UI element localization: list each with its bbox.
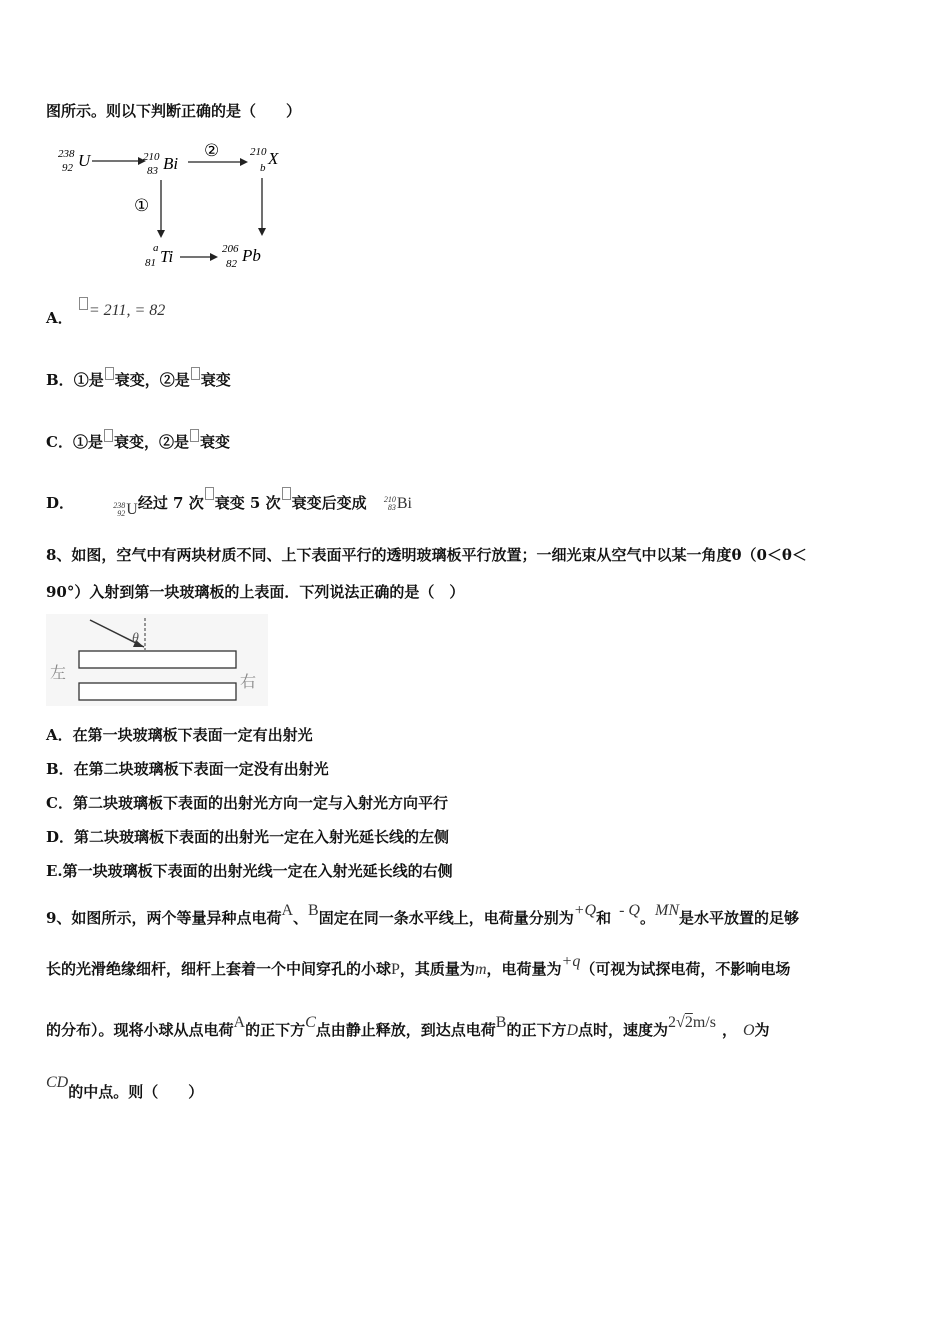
charge-b-label: B [495,1014,507,1031]
q9-text: 固定在同一条水平线上，电荷量分别为 [318,909,574,927]
placeholder-box-icon [105,367,114,380]
arrow-bi-ti-head [157,230,165,238]
x-symbol: X [268,149,279,168]
option-b-text-2: 衰变，②是 [114,371,190,389]
q9-line-1 [46,902,800,931]
option-label: D． [46,494,75,512]
q8-option-a-text: A．在第一块玻璃板下表面一定有出射光 [46,726,313,744]
left-label: 左 [50,665,67,682]
intro-text-content: 图所示。则以下判断正确的是（ ） [46,102,302,120]
option-a-math [78,302,165,319]
q9-line-3 [46,1014,770,1043]
q7-option-a [46,302,166,329]
q9-text: 和 [596,909,612,927]
q9-text: 的正下方 [506,1021,567,1039]
label-2: ② [204,141,220,160]
q9-text: 的中点。则（ ） [68,1083,204,1101]
option-label: A． [46,309,73,327]
intro-text [46,101,301,121]
speed-value: 2√2m/s [668,1014,716,1031]
glass-plate-2 [79,683,236,700]
placeholder-box-icon [104,429,113,442]
q9-text: 、 [293,909,309,927]
option-c-text-3: 衰变 [199,433,230,451]
placeholder-box-icon [282,487,291,500]
q8-option-d [46,827,449,847]
option-b-text-1: ①是 [73,371,104,389]
option-label: C． [46,433,73,451]
u-symbol: U [78,151,91,170]
q9-text: 的分布）。现将小球从点电荷 [46,1021,234,1039]
bi-symbol: Bi [163,154,179,173]
pb-symbol: Pb [242,246,261,265]
q7-option-c [46,432,230,452]
q8-line-2 [46,582,464,602]
x-charge: b [260,162,266,174]
q9-text: ，电荷量为 [486,960,562,978]
q9-text: 。 [639,909,655,927]
rod-mn-label: MN [655,902,679,919]
arrow-x-pb-head [258,228,266,236]
right-label: 右 [240,674,257,691]
point-c-label: C [305,1014,316,1031]
q9-text: 为 [754,1021,770,1039]
q8-option-b [46,759,329,779]
placeholder-box-icon [79,297,88,310]
q9-text: 的正下方 [245,1021,306,1039]
decay-diagram [50,140,290,280]
u-charge: 92 [62,162,73,174]
q9-text: ， [721,1021,737,1039]
q8-option-b-text: B．在第二块玻璃板下表面一定没有出射光 [46,760,329,778]
bi-nuclide-symbol: Bi [396,495,412,512]
label-1: ① [134,196,150,215]
ball-p-label: P [391,961,400,978]
option-c-text-1: ①是 [72,433,103,451]
pb-charge: 82 [226,258,237,270]
bi-nuclide [384,491,412,517]
q8-option-a [46,725,313,745]
bi-mass: 210 [143,151,160,163]
theta-label: θ [132,631,139,646]
q9-text: 9、如图所示，两个等量异种点电荷 [46,909,282,927]
q8-option-e-text: E.第一块玻璃板下表面的出射光线一定在入射光延长线的右侧 [46,862,453,880]
point-d-label: D [566,1022,579,1039]
q9-line-2 [46,953,791,982]
q8-option-c-text: C．第二块玻璃板下表面的出射光方向一定与入射光方向平行 [46,794,448,812]
bi-nuclide-charge: 83 [387,503,396,512]
option-a-math-text: = 211, = 82 [88,302,166,319]
q9-text: 点由静止释放，到达点电荷 [315,1021,496,1039]
option-d-text-1: 经过 7 次 [137,494,204,512]
arrow-bi-x-head [240,158,248,166]
q8-line-1 [46,545,807,565]
ti-charge: 81 [145,257,156,269]
placeholder-box-icon [191,367,200,380]
q8-line-1-text: 8、如图，空气中有两块材质不同、上下表面平行的透明玻璃板平行放置；一细光束从空气中以某一角度θ（0＜θ＜ [46,546,807,564]
q8-line-2-text: 90°）入射到第一块玻璃板的上表面．下列说法正确的是（ ） [46,583,465,601]
option-label: B． [46,371,74,389]
q9-text: 点时，速度为 [578,1021,669,1039]
ti-mass: a [153,242,159,254]
option-b-text-3: 衰变 [200,371,231,389]
q8-option-e [46,861,453,881]
bi-charge: 83 [147,165,158,177]
plus-q-test-charge: +q [561,953,581,970]
option-d-text-3: 衰变后变成 [291,494,367,512]
mass-m-label: m [474,961,487,978]
placeholder-box-icon [205,487,214,500]
q9-text: ，其质量为 [399,960,475,978]
glass-plates-figure [46,614,268,706]
q9-text: （可视为试探电荷，不影响电场 [580,960,791,978]
speed-unit: m/s [692,1014,716,1031]
option-d-text-2: 衰变 5 次 [214,494,281,512]
option-c-text-2: 衰变，②是 [113,433,189,451]
arrow-ti-pb-head [210,253,218,261]
segment-cd-label: CD [46,1074,69,1091]
q7-option-d [46,490,412,523]
glass-plate-1 [79,651,236,668]
point-o-label: O [742,1022,755,1039]
bi-nuclide-mass: 210 [383,495,396,504]
plus-q-charge: +Q [573,902,597,919]
speed-coefficient: 2 [668,1014,677,1031]
charge-b-label: B [308,902,319,919]
pb-mass: 206 [222,243,239,255]
u-nuclide-mass: 238 [113,501,126,510]
q9-text: 是水平放置的足够 [679,909,800,927]
speed-radicand: 2 [684,1014,693,1031]
x-mass: 210 [250,146,267,158]
charge-a-label: A [233,1014,246,1031]
q9-text: 长的光滑绝缘细杆，细杆上套着一个中间穿孔的小球 [46,960,392,978]
u-nuclide-charge: 92 [117,509,126,518]
q9-line-4 [46,1074,204,1105]
charge-a-label: A [281,902,294,919]
minus-q-charge: - Q [619,902,640,919]
q8-option-c [46,793,448,813]
placeholder-box-icon [190,429,199,442]
u-mass: 238 [58,148,75,160]
q8-option-d-text: D．第二块玻璃板下表面的出射光一定在入射光延长线的左侧 [46,828,450,846]
u-nuclide [113,497,138,523]
u-nuclide-symbol: U [126,501,138,518]
q7-option-b [46,370,231,390]
ti-symbol: Ti [160,247,174,266]
